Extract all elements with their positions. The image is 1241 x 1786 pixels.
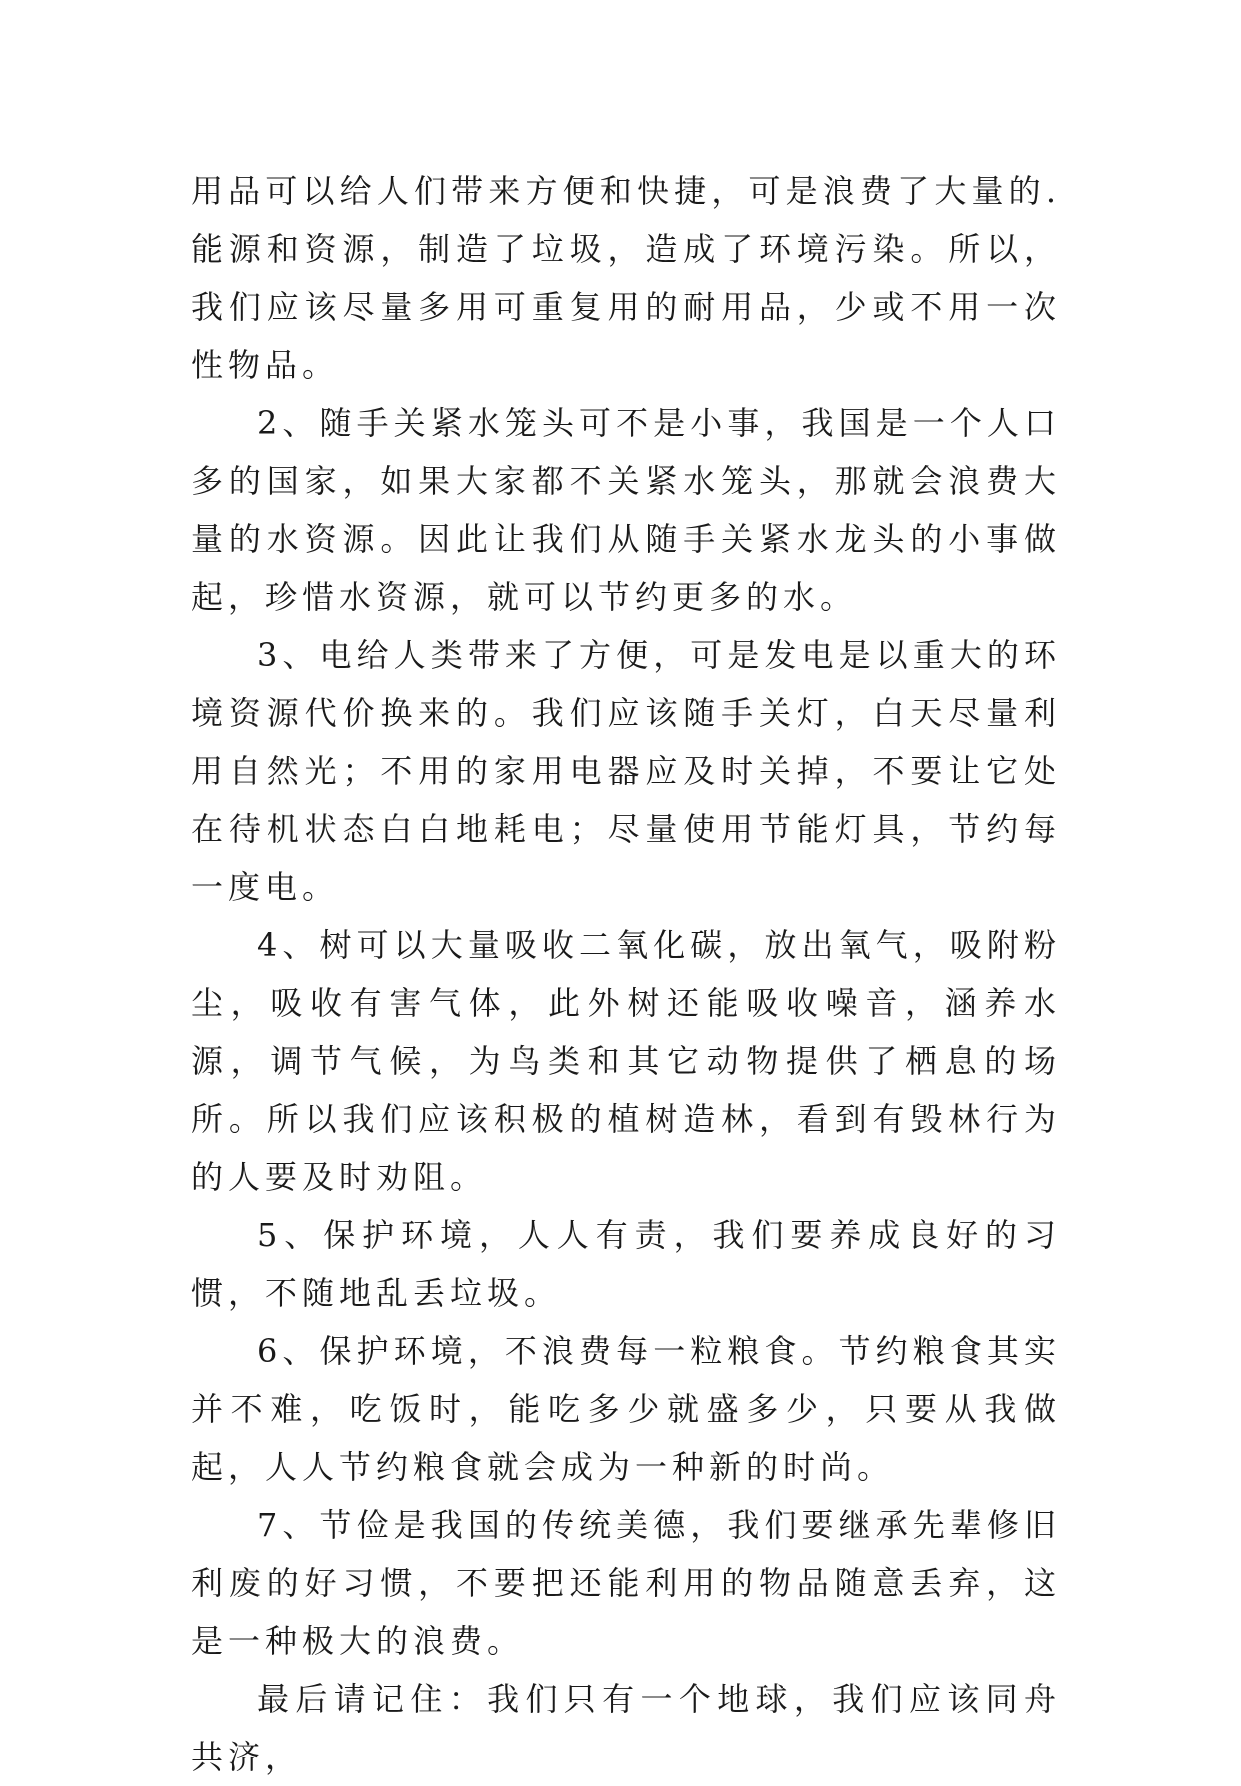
- paragraph-item-3: 3、电给人类带来了方便，可是发电是以重大的环境资源代价换来的。我们应该随手关灯，白天尽量利用自然光；不用的家用电器应及时关掉，不要让它处在待机状态白白地耗电；尽量使用节能灯具，节约每一度电。: [191, 636, 1061, 906]
- paragraph-item-6: 6、保护环境，不浪费每一粒粮食。节约粮食其实并不难，吃饭时，能吃多少就盛多少，只要从我做起，人人节约粮食就会成为一种新的时尚。: [191, 1332, 1061, 1486]
- paragraph-intro-continuation: 用品可以给人们带来方便和快捷，可是浪费了大量的.能源和资源，制造了垃圾，造成了环境污染。所以，我们应该尽量多用可重复用的耐用品，少或不用一次性物品。: [191, 172, 1061, 384]
- paragraph-item-4: 4、树可以大量吸收二氧化碳，放出氧气，吸附粉尘，吸收有害气体，此外树还能吸收噪音，涵养水源，调节气候，为鸟类和其它动物提供了栖息的场所。所以我们应该积极的植树造林，看到有毁林行为的人要及时劝阻。: [191, 926, 1061, 1196]
- paragraph-closing: 最后请记住：我们只有一个地球，我们应该同舟共济，: [191, 1680, 1061, 1776]
- paragraph-item-7: 7、节俭是我国的传统美德，我们要继承先辈修旧利废的好习惯，不要把还能利用的物品随意丢弃，这是一种极大的浪费。: [191, 1506, 1061, 1660]
- paragraph-item-2: 2、随手关紧水笼头可不是小事，我国是一个人口多的国家，如果大家都不关紧水笼头，那就会浪费大量的水资源。因此让我们从随手关紧水龙头的小事做起，珍惜水资源，就可以节约更多的水。: [191, 404, 1061, 616]
- body-text: [191, 162, 1061, 1786]
- paragraph-item-5: 5、保护环境，人人有责，我们要养成良好的习惯，不随地乱丢垃圾。: [191, 1216, 1061, 1312]
